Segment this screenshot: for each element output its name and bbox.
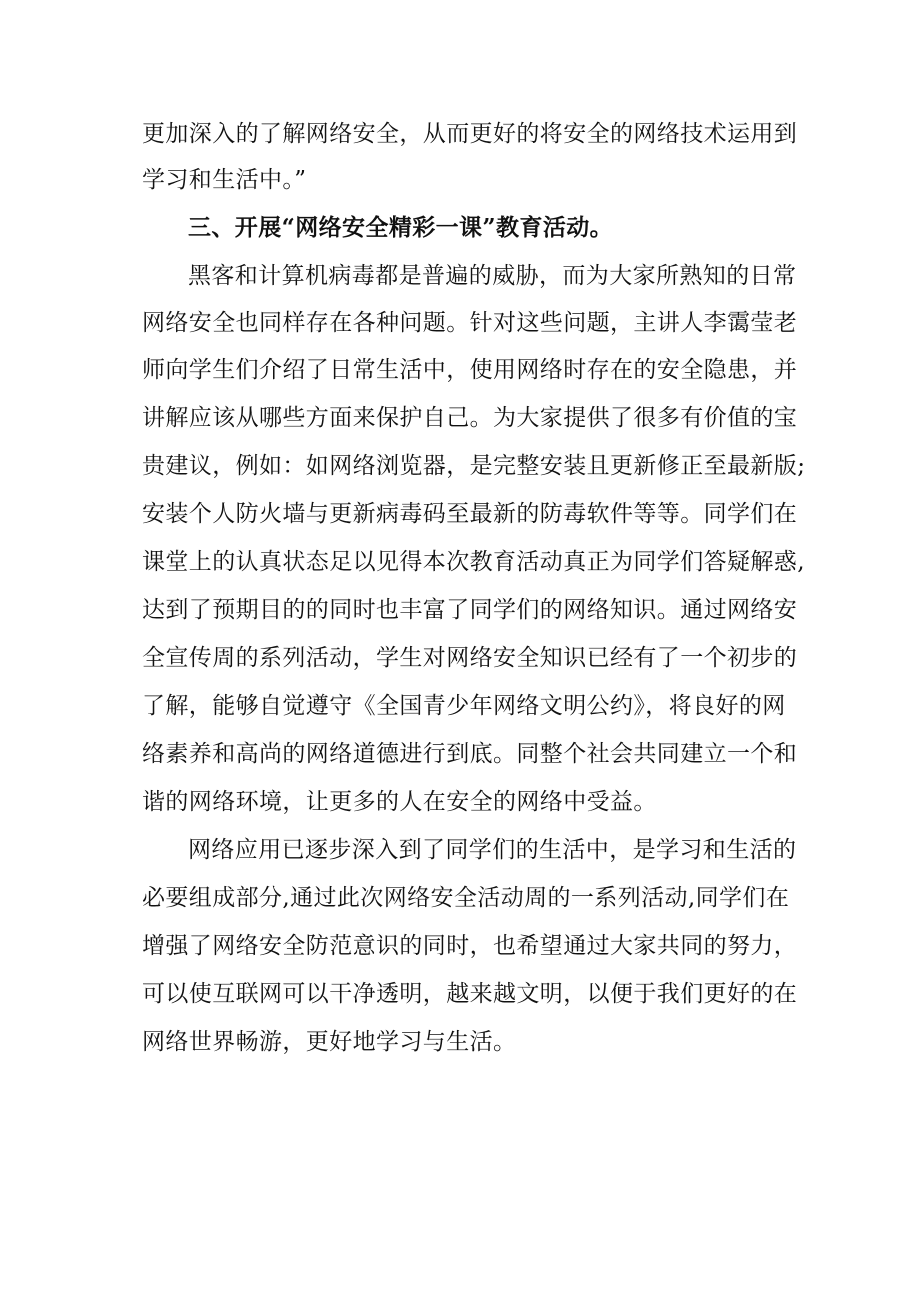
- paragraph-line: 网络世界畅游，更好地学习与生活。: [142, 1029, 517, 1055]
- paragraph-line: 黑客和计算机病毒都是普遍的威胁，而为大家所熟知的日常: [188, 263, 797, 289]
- paragraph-line: 了解，能够自觉遵守《全国青少年网络文明公约》，将良好的网: [142, 693, 786, 719]
- paragraph-line: 达到了预期目的的同时也丰富了同学们的网络知识。通过网络安: [142, 597, 798, 623]
- paragraph-line: 师向学生们介绍了日常生活中，使用网络时存在的安全隐患，并: [142, 357, 798, 383]
- section-heading: 三、开展“网络安全精彩一课”教育活动。: [188, 214, 614, 241]
- paragraph-line: 学习和生活中。”: [142, 167, 307, 193]
- paragraph-line: 安装个人防火墙与更新病毒码至最新的防毒软件等等。同学们在: [142, 501, 798, 527]
- paragraph-line: 更加深入的了解网络安全，从而更好的将安全的网络技术运用到: [142, 121, 798, 147]
- paragraph-line: 谐的网络环境，让更多的人在安全的网络中受益。: [142, 789, 657, 815]
- paragraph-line: 必要组成部分,通过此次网络安全活动周的一系列活动,同学们在: [142, 885, 790, 911]
- paragraph-line: 贵建议，例如：如网络浏览器，是完整安装且更新修正至最新版;: [142, 453, 806, 479]
- paragraph-line: 全宣传周的系列活动，学生对网络安全知识已经有了一个初步的: [142, 645, 798, 671]
- paragraph-line: 讲解应该从哪些方面来保护自己。为大家提供了很多有价值的宝: [142, 405, 798, 431]
- paragraph-line: 可以使互联网可以干净透明，越来越文明，以便于我们更好的在: [142, 981, 798, 1007]
- paragraph-line: 网络应用已逐步深入到了同学们的生活中，是学习和生活的: [188, 837, 797, 863]
- paragraph-line: 课堂上的认真状态足以见得本次教育活动真正为同学们答疑解惑,: [142, 549, 805, 575]
- paragraph-line: 网络安全也同样存在各种问题。针对这些问题，主讲人李霭莹老: [142, 310, 798, 336]
- paragraph-line: 络素养和高尚的网络道德进行到底。同整个社会共同建立一个和: [142, 741, 798, 767]
- paragraph-line: 增强了网络安全防范意识的同时，也希望通过大家共同的努力，: [142, 933, 798, 959]
